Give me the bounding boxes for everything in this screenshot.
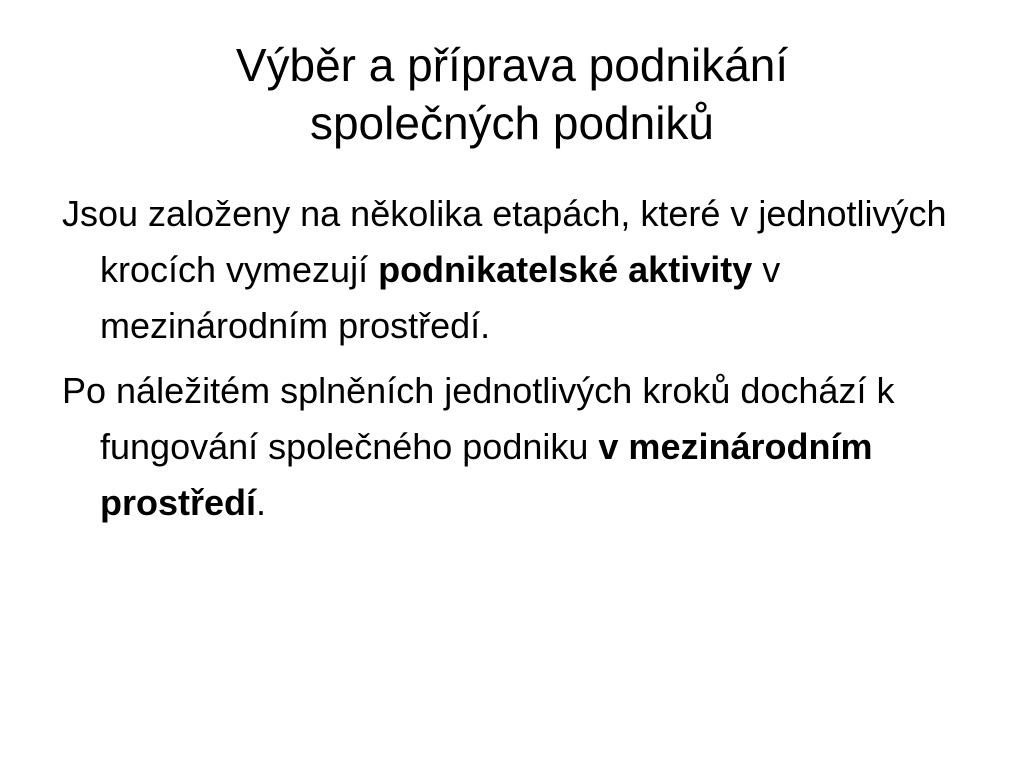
paragraph-1-bold-text: podnikatelské aktivity [378,249,753,290]
slide-title-line-2: společných podniků [309,97,715,149]
paragraph-2 [62,363,982,531]
slide-body [62,186,982,540]
paragraph-2-bold-text: v mezinárodním prostředí [100,426,873,523]
paragraph-1-text: Jsou založeny na několika etapách, které v jednotlivých krocích vymezují [62,193,947,290]
paragraph-1 [62,186,982,354]
paragraph-2-text-end: . [256,482,267,523]
slide-title [80,36,944,152]
paragraph-1-text-end: v mezinárodním prostředí. [100,249,781,346]
slide-title-line-1: Výběr a příprava podnikání [235,39,789,91]
paragraph-2-text: Po náležitém splněních jednotlivých kroků dochází k fungování společného podniku [62,370,895,467]
